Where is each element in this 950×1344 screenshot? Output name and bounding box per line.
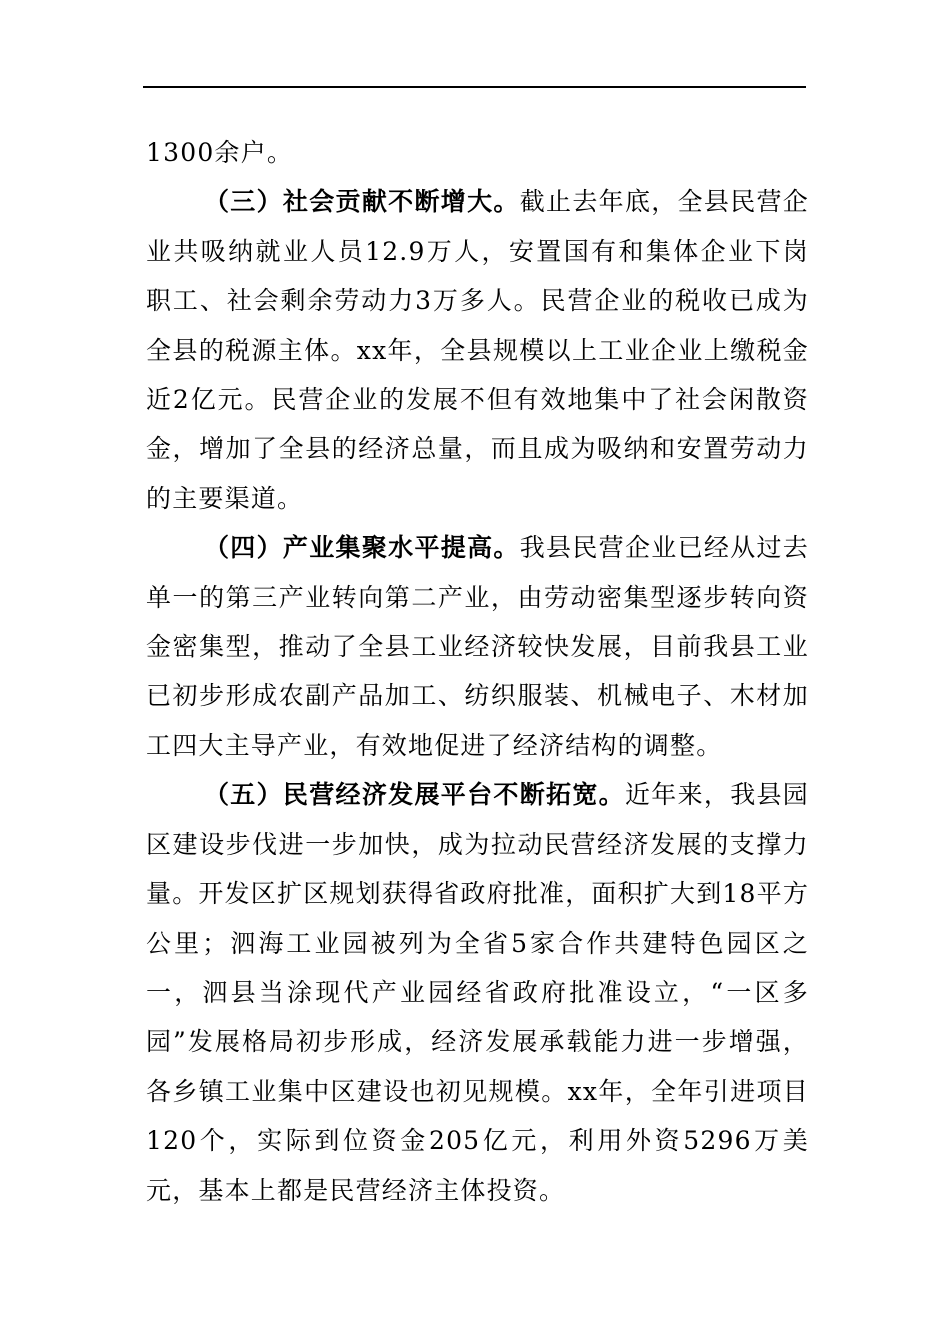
paragraph-text: 我县民营企业已经从过去单一的第三产业转向第二产业，由劳动密集型逐步转向资金密集型，推动了全县工业经济较快发展，目前我县工业已初步形成农副产品加工、纺织服装、机械电子、木材加工四大主导产业，有效地促进了经济结构的调整。: [146, 533, 810, 760]
paragraph-continuation: [146, 128, 809, 177]
document-body: [146, 128, 809, 1215]
paragraph-heading: （三）社会贡献不断增大。: [204, 187, 520, 217]
paragraph-text: 近年来，我县园区建设步伐进一步加快，成为拉动民营经济发展的支撑力量。开发区扩区规划获得省政府批准，面积扩大到18平方公里；泗海工业园被列为全省5家合作共建特色园区之一，泗县当涂现代产业园经省政府批准设立，“一区多园”发展格局初步形成，经济发展承载能力进一步增强，各乡镇工业集中区建设也初见规模。xx年，全年引进项目120个，实际到位资金205亿元，利用外资5296万美元，基本上都是民营经济主体投资。: [146, 780, 810, 1205]
paragraph-social-contribution: [146, 177, 809, 523]
header-rule: [143, 86, 806, 88]
paragraph-heading: （四）产业集聚水平提高。: [204, 533, 520, 563]
paragraph-heading: （五）民营经济发展平台不断拓宽。: [204, 780, 625, 810]
paragraph-development-platform: [146, 770, 809, 1215]
paragraph-text: 截止去年底，全县民营企业共吸纳就业人员12.9万人，安置国有和集体企业下岗职工、社会剩余劳动力3万多人。民营企业的税收已成为全县的税源主体。xx年，全县规模以上工业企业上缴税金近2亿元。民营企业的发展不但有效地集中了社会闲散资金，增加了全县的经济总量，而且成为吸纳和安置劳动力的主要渠道。: [146, 187, 810, 513]
paragraph-text: 1300余户。: [146, 138, 294, 167]
paragraph-industry-cluster: [146, 523, 809, 770]
